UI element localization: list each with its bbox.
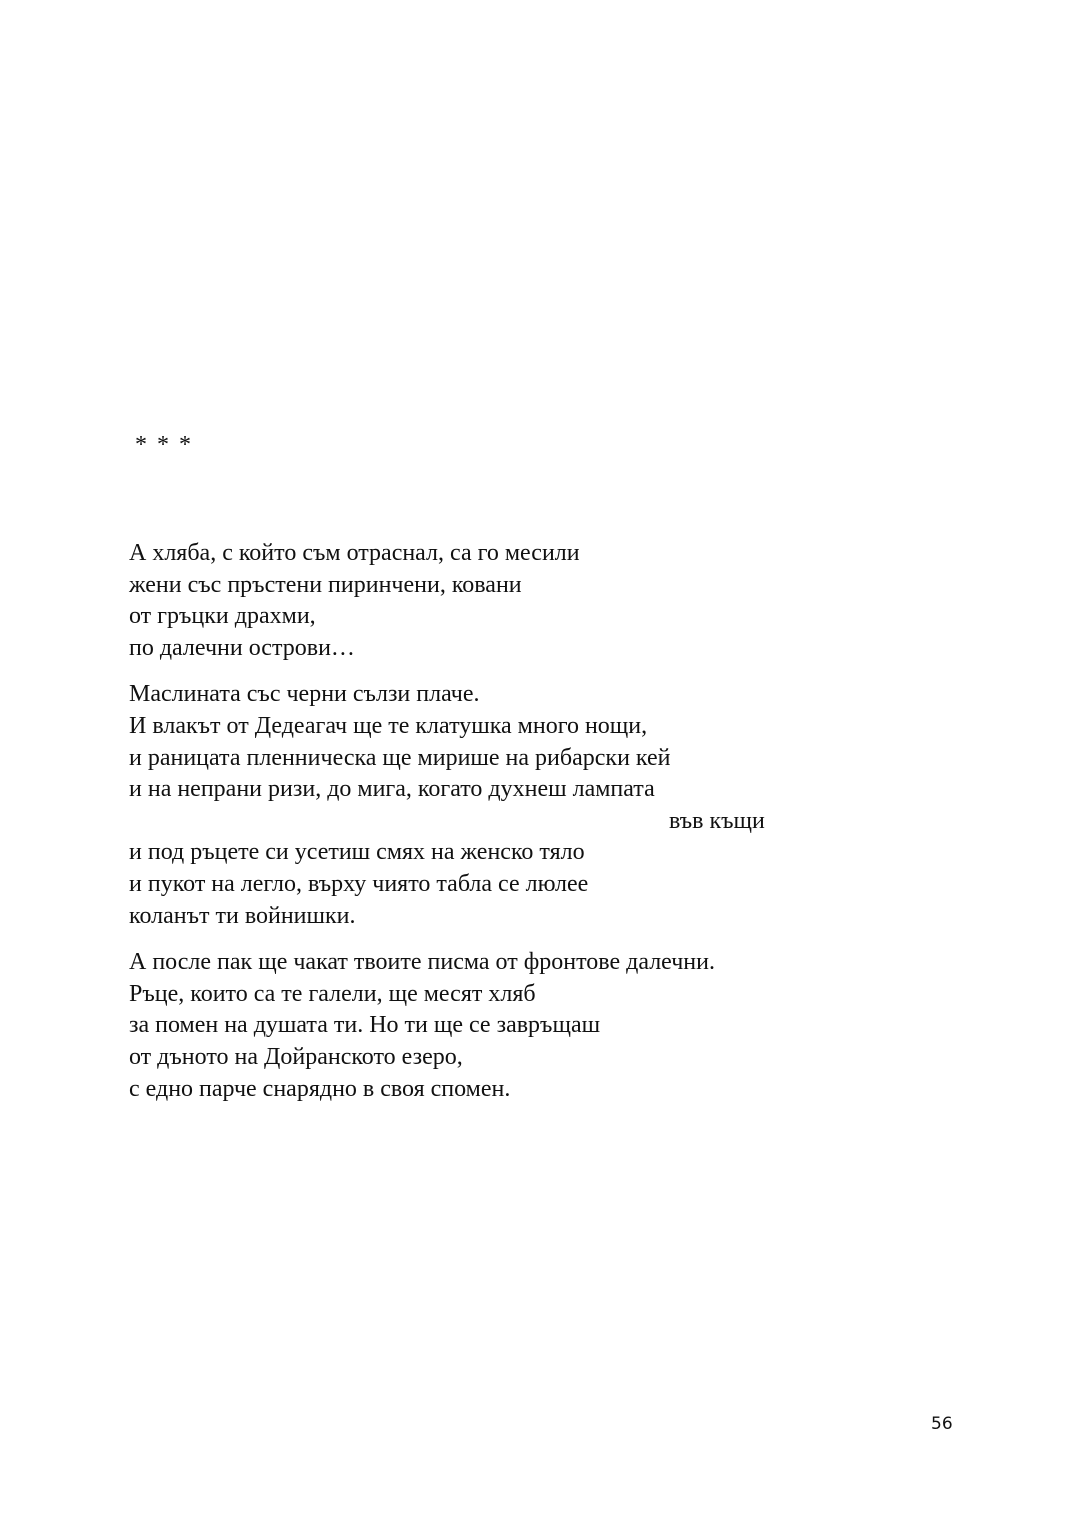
section-asterism: * * *	[135, 432, 193, 458]
poem-line: за помен на душата ти. Но ти ще се завръщаш	[129, 1012, 601, 1039]
stanza-2	[129, 679, 829, 932]
poem-line: и пукот на легло, върху чиято табла се люлее	[129, 870, 589, 897]
poem-line: Маслината със черни сълзи плаче.	[129, 681, 480, 708]
poem-line: от гръцки драхми,	[129, 603, 316, 630]
stanza-3	[129, 947, 829, 1105]
poem	[129, 538, 829, 1105]
poem-line: жени със пръстени пиринчени, ковани	[129, 571, 522, 598]
page-number: 56	[931, 1414, 953, 1434]
poem-line: А после пак ще чакат твоите писма от фронтове далечни.	[129, 949, 715, 976]
poem-line: И влакът от Дедеагач ще те клатушка много нощи,	[129, 712, 648, 739]
poem-line: с едно парче снарядно в своя спомен.	[129, 1075, 511, 1102]
poem-line: А хляба, с който съм отраснал, са го месили	[129, 540, 580, 566]
poem-line: коланът ти войнишки.	[129, 902, 356, 929]
poem-line: Ръце, които са те галели, ще месят хляб	[129, 980, 536, 1007]
poem-line: по далечни острови…	[129, 634, 355, 661]
poem-line: и под ръцете си усетиш смях на женско тяло	[129, 839, 585, 866]
stanza-1	[129, 538, 829, 664]
poem-line-continuation: във къщи	[669, 807, 765, 834]
poem-line: от дъното на Дойранското езеро,	[129, 1043, 463, 1070]
poem-line: и раницата пленническа ще мирише на рибарски кей	[129, 744, 671, 771]
poem-line: и на непрани ризи, до мига, когато духнеш лампата	[129, 776, 655, 803]
